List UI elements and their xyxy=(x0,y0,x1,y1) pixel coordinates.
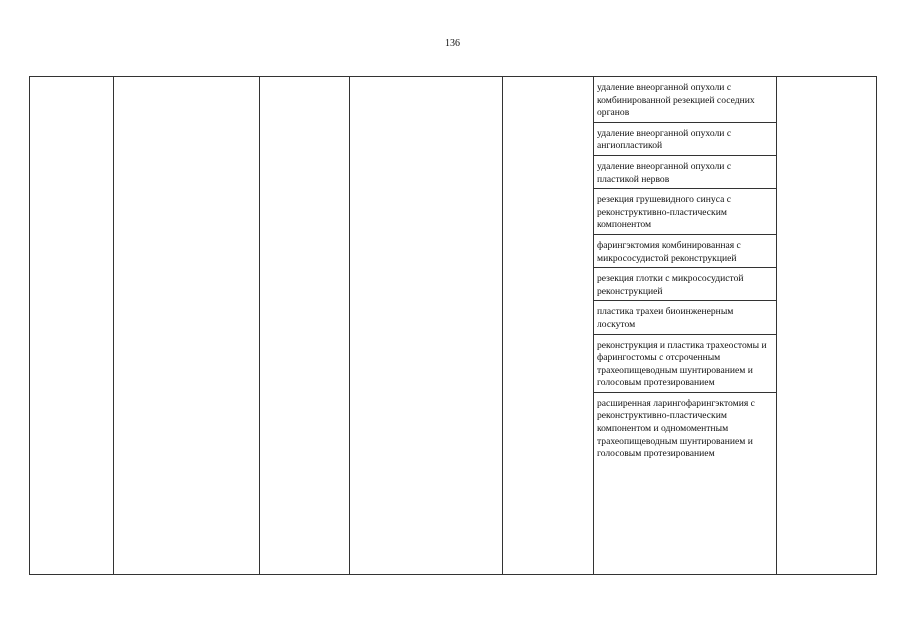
procedure-entry: расширенная ларингофарингэктомия с реконструктивно-пластическим компонентом и одномоментным трахеопищеводным шунтированием и голосовым протезированием xyxy=(597,397,755,460)
table-cell-col5 xyxy=(503,77,594,575)
procedure-entry: фарингэктомия комбинированная с микрососудистой реконструкцией xyxy=(594,235,776,268)
procedure-entry: резекция глотки с микрососудистой реконструкцией xyxy=(594,268,776,301)
procedure-entry: удаление внеорганной опухоли с пластикой нервов xyxy=(594,156,776,189)
procedure-entry: удаление внеорганной опухоли с комбинированной резекцией соседних органов xyxy=(594,77,776,123)
procedure-entry: реконструкция и пластика трахеостомы и фарингостомы с отсроченным трахеопищеводным шунтированием и голосовым протезированием xyxy=(594,335,776,393)
table-cell-col7 xyxy=(777,77,877,575)
procedure-entry: пластика трахеи биоинженерным лоскутом xyxy=(594,301,776,334)
table-cell-col2 xyxy=(114,77,260,575)
procedure-entry: резекция грушевидного синуса с реконструктивно-пластическим компонентом xyxy=(594,189,776,235)
table-cell-procedures xyxy=(594,77,777,575)
page-number: 136 xyxy=(445,38,460,49)
table-cell-col4 xyxy=(350,77,503,575)
table-cell-col3 xyxy=(260,77,350,575)
table-row xyxy=(30,77,877,575)
procedure-entry: удаление внеорганной опухоли с ангиопластикой xyxy=(594,123,776,156)
table-cell-col1 xyxy=(30,77,114,575)
procedure-table xyxy=(29,76,877,575)
